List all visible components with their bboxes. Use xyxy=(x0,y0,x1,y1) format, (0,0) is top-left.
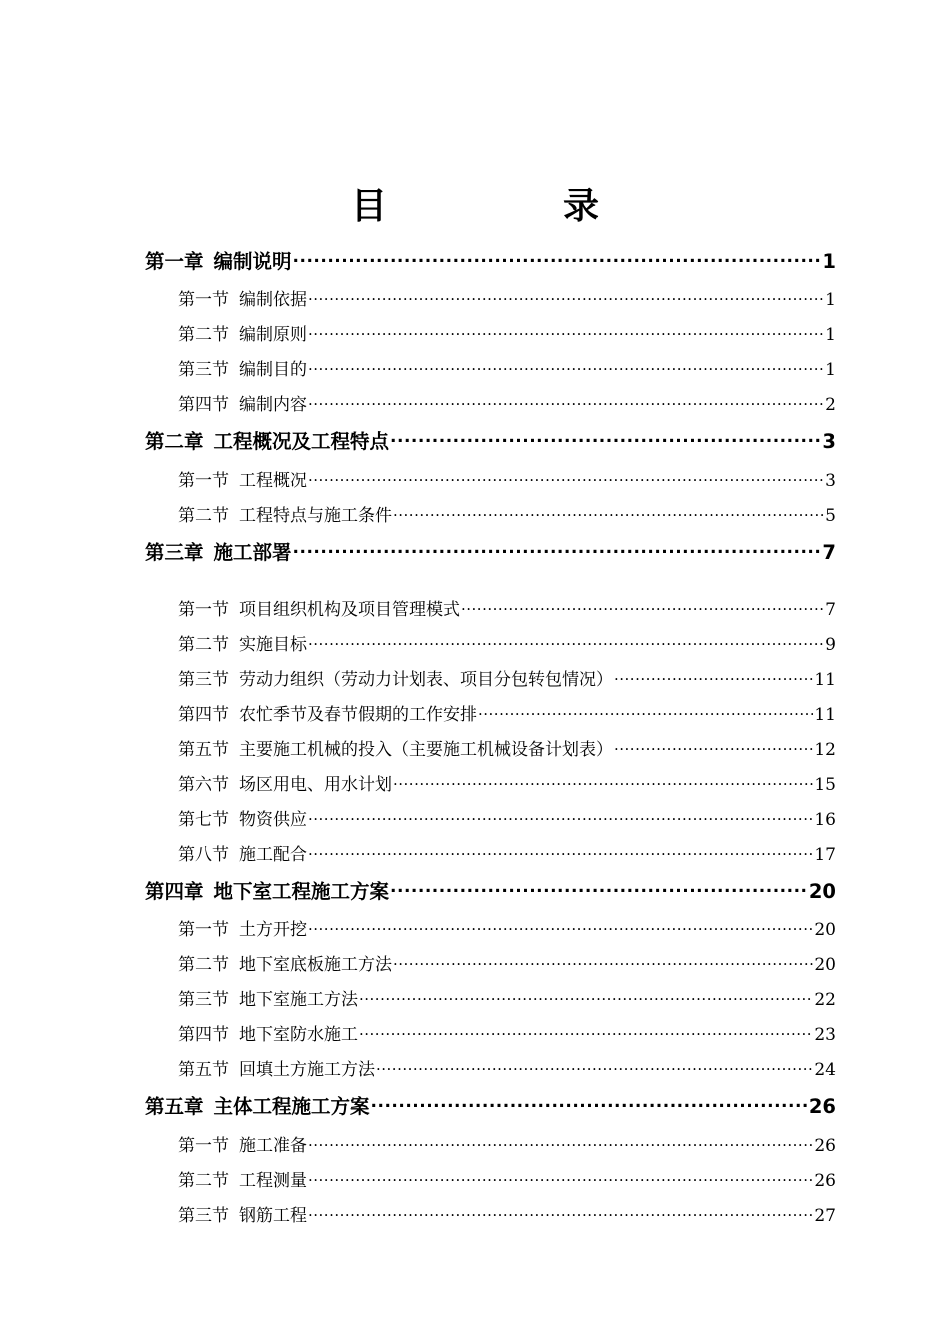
toc-dot-leader xyxy=(461,598,824,615)
toc-entry-number: 第三节 xyxy=(178,360,229,380)
toc-page-number: 15 xyxy=(814,775,836,795)
toc-chapter-entry[interactable] xyxy=(145,428,836,456)
toc-entry-title: 农忙季节及春节假期的工作安排 xyxy=(239,705,477,725)
toc-entry-title: 场区用电、用水计划 xyxy=(239,775,392,795)
toc-page-number: 5 xyxy=(825,506,836,526)
toc-entry-title: 编制内容 xyxy=(239,395,307,415)
toc-dot-leader xyxy=(308,843,813,860)
toc-entry-number: 第一节 xyxy=(178,290,229,310)
toc-entry-number: 第三节 xyxy=(178,670,229,690)
toc-entry-number: 第四节 xyxy=(178,1025,229,1045)
toc-section-entry[interactable] xyxy=(178,917,836,943)
toc-entry-title: 主体工程施工方案 xyxy=(213,1095,370,1118)
toc-dot-leader xyxy=(478,703,813,720)
toc-entry-number: 第三章 xyxy=(145,541,204,564)
toc-section-entry[interactable] xyxy=(178,357,836,383)
toc-page-number: 7 xyxy=(822,541,836,564)
toc-dot-leader xyxy=(308,288,824,305)
toc-entry-title: 物资供应 xyxy=(239,810,307,830)
toc-entry-number: 第三节 xyxy=(178,990,229,1010)
toc-section-entry[interactable] xyxy=(178,1133,836,1159)
toc-entry-title: 编制原则 xyxy=(239,325,307,345)
toc-entry-label xyxy=(145,1093,370,1121)
toc-entry-label xyxy=(178,772,392,798)
toc-entry-number: 第五节 xyxy=(178,1060,229,1080)
toc-section-entry[interactable] xyxy=(178,952,836,978)
toc-page-number: 27 xyxy=(814,1206,836,1226)
toc-entry-label xyxy=(178,503,392,529)
toc-dot-leader xyxy=(308,393,824,410)
toc-dot-leader xyxy=(308,1134,813,1151)
toc-entry-label xyxy=(178,357,307,383)
toc-entry-title: 编制依据 xyxy=(239,290,307,310)
toc-page-number: 26 xyxy=(808,1095,836,1118)
toc-entry-title: 地下室底板施工方法 xyxy=(239,955,392,975)
toc-entry-label xyxy=(178,632,307,658)
toc-page-number: 17 xyxy=(814,845,836,865)
toc-page-number: 1 xyxy=(825,325,836,345)
toc-entry-label xyxy=(178,1133,307,1159)
toc-entry-number: 第六节 xyxy=(178,775,229,795)
toc-section-entry[interactable] xyxy=(178,987,836,1013)
toc-section-entry[interactable] xyxy=(178,1057,836,1083)
toc-entry-number: 第四节 xyxy=(178,705,229,725)
toc-page-number: 16 xyxy=(814,810,836,830)
toc-entry-number: 第八节 xyxy=(178,845,229,865)
toc-chapter-entry[interactable] xyxy=(145,248,836,276)
toc-page-number: 1 xyxy=(822,250,836,273)
toc-entry-title: 编制目的 xyxy=(239,360,307,380)
toc-entry-number: 第四节 xyxy=(178,395,229,415)
toc-entry-label xyxy=(178,842,307,868)
toc-entry-label xyxy=(145,428,389,456)
toc-entry-label xyxy=(178,1057,375,1083)
toc-dot-leader xyxy=(614,738,813,755)
toc-chapter-entry[interactable] xyxy=(145,1093,836,1121)
toc-entry-label xyxy=(178,287,307,313)
toc-entry-title: 项目组织机构及项目管理模式 xyxy=(239,600,460,620)
toc-entry-number: 第一章 xyxy=(145,250,204,273)
toc-entry-label xyxy=(178,917,307,943)
toc-entry-number: 第一节 xyxy=(178,600,229,620)
toc-entry-number: 第三节 xyxy=(178,1206,229,1226)
toc-dot-leader xyxy=(308,918,813,935)
toc-page-number: 2 xyxy=(825,395,836,415)
toc-entry-title: 地下室工程施工方案 xyxy=(213,880,390,903)
toc-section-entry[interactable] xyxy=(178,772,836,798)
toc-dot-leader xyxy=(308,323,824,340)
toc-entry-title: 实施目标 xyxy=(239,635,307,655)
toc-dot-leader xyxy=(393,504,824,521)
toc-section-entry[interactable] xyxy=(178,1203,836,1229)
toc-entry-title: 编制说明 xyxy=(213,250,292,273)
toc-entry-label xyxy=(178,807,307,833)
toc-page-number: 20 xyxy=(808,880,836,903)
toc-entry-number: 第二节 xyxy=(178,955,229,975)
toc-section-entry[interactable] xyxy=(178,287,836,313)
toc-section-entry[interactable] xyxy=(178,1022,836,1048)
toc-dot-leader xyxy=(308,469,824,486)
toc-entry-number: 第二节 xyxy=(178,635,229,655)
toc-entry-title: 劳动力组织（劳动力计划表、项目分包转包情况） xyxy=(239,670,613,690)
toc-dot-leader xyxy=(293,249,822,269)
toc-entry-label xyxy=(178,702,477,728)
toc-entry-label xyxy=(178,1203,307,1229)
toc-section-entry[interactable] xyxy=(178,392,836,418)
toc-entry-number: 第一节 xyxy=(178,920,229,940)
toc-entry-number: 第七节 xyxy=(178,810,229,830)
toc-section-entry[interactable] xyxy=(178,667,836,693)
toc-dot-leader xyxy=(308,358,824,375)
toc-page-number: 24 xyxy=(814,1060,836,1080)
toc-dot-leader xyxy=(308,1169,813,1186)
toc-dot-leader xyxy=(308,633,824,650)
toc-entry-title: 施工部署 xyxy=(213,541,292,564)
toc-section-entry[interactable] xyxy=(178,632,836,658)
toc-entry-label xyxy=(178,1022,358,1048)
toc-entry-title: 工程概况及工程特点 xyxy=(213,430,390,453)
toc-entry-number: 第五节 xyxy=(178,740,229,760)
toc-chapter-entry[interactable] xyxy=(145,539,836,567)
toc-entry-title: 工程测量 xyxy=(239,1171,307,1191)
toc-section-entry[interactable] xyxy=(178,468,836,494)
toc-entry-label xyxy=(178,468,307,494)
toc-page-number: 23 xyxy=(814,1025,836,1045)
toc-entry-title: 工程概况 xyxy=(239,471,307,491)
toc-dot-leader xyxy=(614,668,813,685)
toc-entry-label xyxy=(145,248,292,276)
toc-section-entry[interactable] xyxy=(178,322,836,348)
toc-entry-label xyxy=(178,667,613,693)
toc-entry-number: 第二节 xyxy=(178,506,229,526)
toc-page-number: 7 xyxy=(825,600,836,620)
toc-entry-label xyxy=(178,737,613,763)
toc-page-number: 12 xyxy=(814,740,836,760)
toc-dot-leader xyxy=(293,540,822,560)
toc-dot-leader xyxy=(390,429,821,449)
toc-dot-leader xyxy=(371,1094,808,1114)
toc-section-entry[interactable] xyxy=(178,702,836,728)
toc-entry-label xyxy=(178,597,460,623)
toc-dot-leader xyxy=(308,1204,813,1221)
toc-page-number: 1 xyxy=(825,360,836,380)
toc-page-number: 9 xyxy=(825,635,836,655)
toc-entry-label xyxy=(145,878,389,906)
toc-section-entry[interactable] xyxy=(178,842,836,868)
toc-entry-label xyxy=(145,539,292,567)
toc-page-number: 3 xyxy=(825,471,836,491)
toc-entry-title: 地下室防水施工 xyxy=(239,1025,358,1045)
toc-dot-leader xyxy=(376,1058,813,1075)
toc-entry-label xyxy=(178,952,392,978)
toc-page-number: 26 xyxy=(814,1136,836,1156)
toc-title: 目 录 xyxy=(350,186,669,227)
toc-entry-number: 第五章 xyxy=(145,1095,204,1118)
toc-entry-title: 施工准备 xyxy=(239,1136,307,1156)
toc-entry-title: 工程特点与施工条件 xyxy=(239,506,392,526)
toc-section-entry[interactable] xyxy=(178,737,836,763)
toc-entry-number: 第二节 xyxy=(178,325,229,345)
toc-page-number: 20 xyxy=(814,920,836,940)
toc-page-number: 3 xyxy=(822,430,836,453)
toc-section-entry[interactable] xyxy=(178,807,836,833)
toc-section-entry[interactable] xyxy=(178,597,836,623)
toc-entry-title: 钢筋工程 xyxy=(239,1206,307,1226)
toc-entry-number: 第二章 xyxy=(145,430,204,453)
toc-dot-leader xyxy=(308,808,813,825)
toc-entry-title: 土方开挖 xyxy=(239,920,307,940)
toc-dot-leader xyxy=(390,879,808,899)
toc-entry-label xyxy=(178,392,307,418)
toc-entry-label xyxy=(178,322,307,348)
toc-section-entry[interactable] xyxy=(178,503,836,529)
toc-dot-leader xyxy=(393,953,813,970)
toc-page-number: 20 xyxy=(814,955,836,975)
toc-page-number: 22 xyxy=(814,990,836,1010)
toc-entry-title: 主要施工机械的投入（主要施工机械设备计划表） xyxy=(239,740,613,760)
toc-section-entry[interactable] xyxy=(178,1168,836,1194)
toc-chapter-entry[interactable] xyxy=(145,878,836,906)
toc-dot-leader xyxy=(359,988,813,1005)
toc-entry-label xyxy=(178,987,358,1013)
toc-page-number: 11 xyxy=(814,670,836,690)
toc-dot-leader xyxy=(393,773,813,790)
toc-entry-label xyxy=(178,1168,307,1194)
toc-page-number: 1 xyxy=(825,290,836,310)
toc-entry-number: 第四章 xyxy=(145,880,204,903)
toc-page-number: 11 xyxy=(814,705,836,725)
toc-entry-number: 第一节 xyxy=(178,1136,229,1156)
toc-page-number: 26 xyxy=(814,1171,836,1191)
toc-entry-title: 施工配合 xyxy=(239,845,307,865)
toc-entry-title: 地下室施工方法 xyxy=(239,990,358,1010)
toc-dot-leader xyxy=(359,1023,813,1040)
toc-entry-title: 回填土方施工方法 xyxy=(239,1060,375,1080)
toc-entry-number: 第二节 xyxy=(178,1171,229,1191)
toc-entry-number: 第一节 xyxy=(178,471,229,491)
